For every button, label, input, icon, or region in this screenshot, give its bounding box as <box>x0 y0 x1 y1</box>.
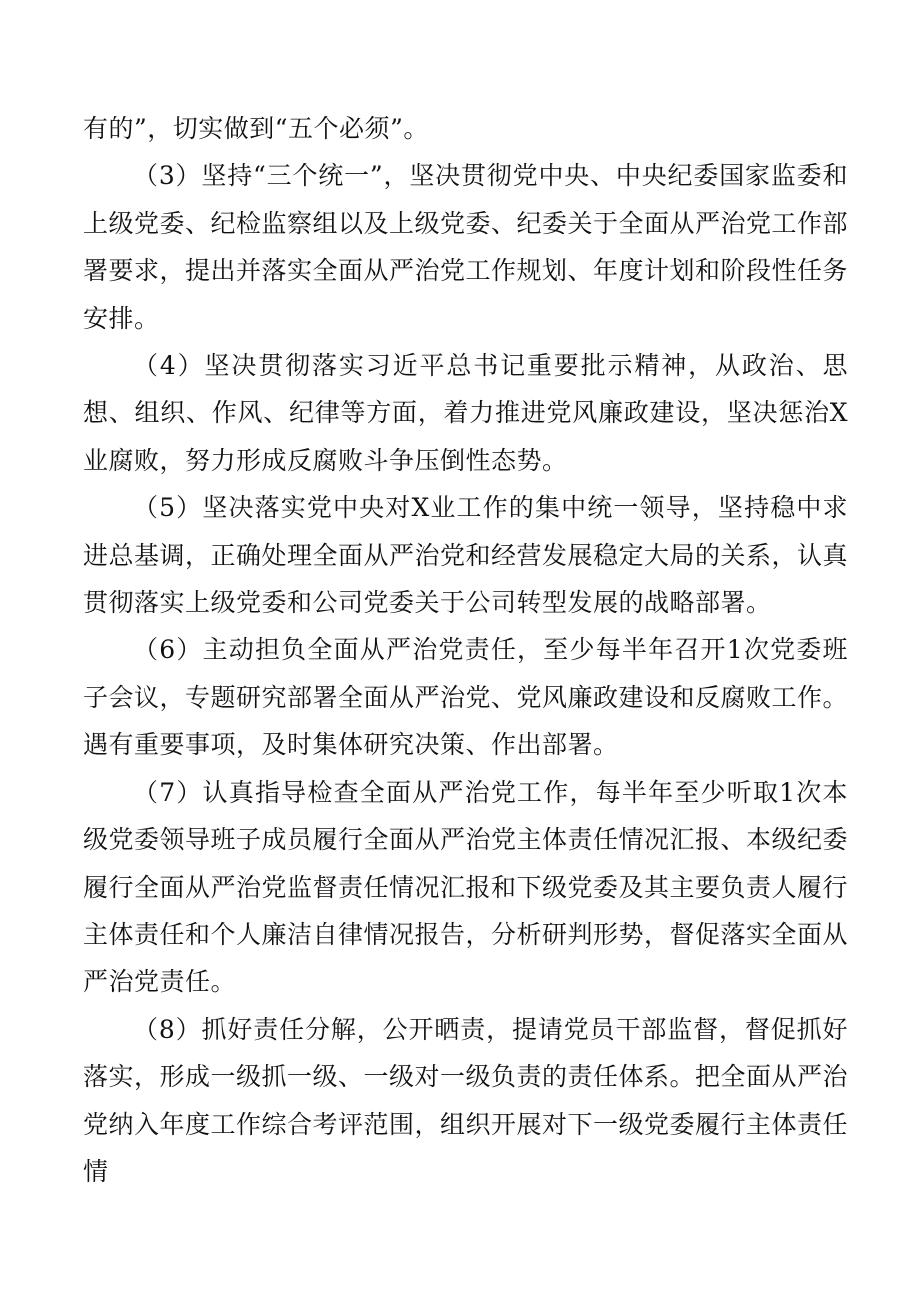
paragraph-item-7: （7）认真指导检查全面从严治党工作，每半年至少听取1次本级党委领导班子成员履行全面从严治党主体责任情况汇报、本级纪委履行全面从严治党监督责任情况汇报和下级党委及其主要负责人履行主体责任和个人廉洁自律情况报告，分析研判形势，督促落实全面从严治党责任。 <box>83 777 849 997</box>
paragraph-item-4: （4）坚决贯彻落实习近平总书记重要批示精神，从政治、思想、组织、作风、纪律等方面，着力推进党风廉政建设，坚决惩治X业腐败，努力形成反腐败斗争压倒性态势。 <box>83 351 848 475</box>
paragraph-item-8: （8）抓好责任分解，公开晒责，提请党员干部监督，督促抓好落实，形成一级抓一级、一级对一级负责的责任体系。把全面从严治党纳入年度工作综合考评范围，组织开展对下一级党委履行主体责任情 <box>83 1014 849 1186</box>
paragraph-continuation: 有的”，切实做到“五个必须”。 <box>83 114 429 143</box>
paragraph-item-5: （5）坚决落实党中央对X业工作的集中统一领导，坚持稳中求进总基调，正确处理全面从严治党和经营发展稳定大局的关系，认真贯彻落实上级党委和公司党委关于公司转型发展的战略部署。 <box>83 493 849 618</box>
paragraph-item-6: （6）主动担负全面从严治党责任，至少每半年召开1次党委班子会议，专题研究部署全面从严治党、党风廉政建设和反腐败工作。遇有重要事项，及时集体研究决策、作出部署。 <box>83 635 849 760</box>
paragraph-item-3: （3）坚持“三个统一”，坚决贯彻党中央、中央纪委国家监委和上级党委、纪检监察组以及上级党委、纪委关于全面从严治党工作部署要求，提出并落实全面从严治党工作规划、年度计划和阶段性任务安排。 <box>83 161 849 333</box>
